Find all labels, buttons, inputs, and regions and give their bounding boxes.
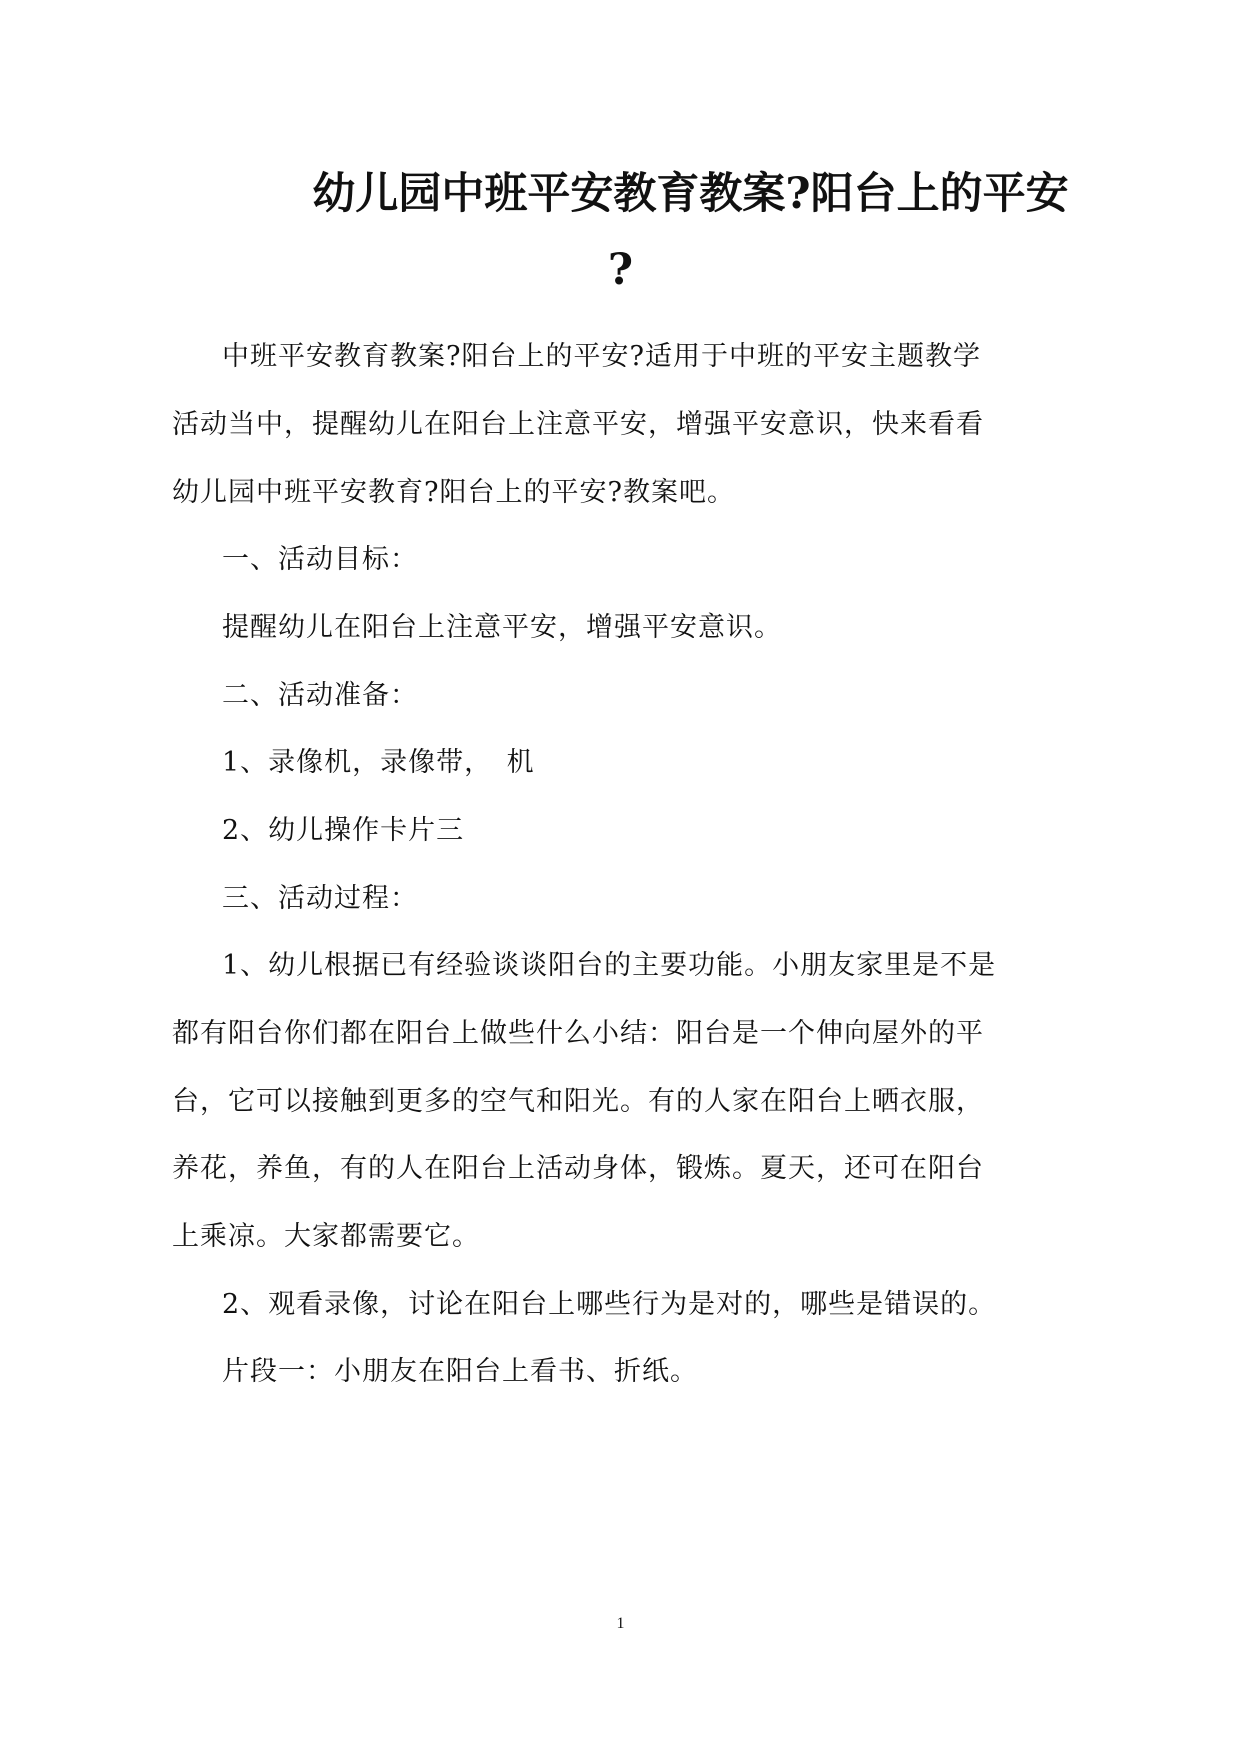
body-line-1: 中班平安教育教案?阳台上的平安?适用于中班的平安主题教学 [222, 341, 981, 372]
body-line-5: 提醒幼儿在阳台上注意平安，增强平安意识。 [222, 612, 782, 643]
document-title-line-1: 幼儿园中班平安教育教案?阳台上的平安 [312, 169, 1069, 219]
body-line-2: 活动当中，提醒幼儿在阳台上注意平安，增强平安意识，快来看看 [172, 409, 984, 440]
list-item-2: 2、幼儿操作卡片三 [222, 815, 465, 846]
section-heading-3: 三、活动过程： [222, 883, 418, 914]
body-line-15: 2、观看录像，讨论在阳台上哪些行为是对的，哪些是错误的。 [222, 1289, 997, 1320]
section-heading-2: 二、活动准备： [222, 680, 418, 711]
body-line-10: 1、幼儿根据已有经验谈谈阳台的主要功能。小朋友家里是不是 [222, 950, 997, 981]
body-line-3: 幼儿园中班平安教育?阳台上的平安?教案吧。 [172, 477, 735, 508]
section-heading-1: 一、活动目标： [222, 544, 418, 575]
body-line-11: 都有阳台你们都在阳台上做些什么小结：阳台是一个伸向屋外的平 [172, 1018, 984, 1049]
page-number: 1 [616, 1615, 625, 1632]
list-item-1: 1、录像机，录像带， 机 [222, 747, 535, 778]
body-line-14: 上乘凉。大家都需要它。 [172, 1221, 480, 1252]
document-title-line-2: ? [607, 245, 634, 295]
body-line-13: 养花，养鱼，有的人在阳台上活动身体，锻炼。夏天，还可在阳台 [172, 1153, 984, 1184]
body-line-12: 台，它可以接触到更多的空气和阳光。有的人家在阳台上晒衣服， [172, 1086, 984, 1117]
body-line-16: 片段一：小朋友在阳台上看书、折纸。 [222, 1356, 698, 1387]
